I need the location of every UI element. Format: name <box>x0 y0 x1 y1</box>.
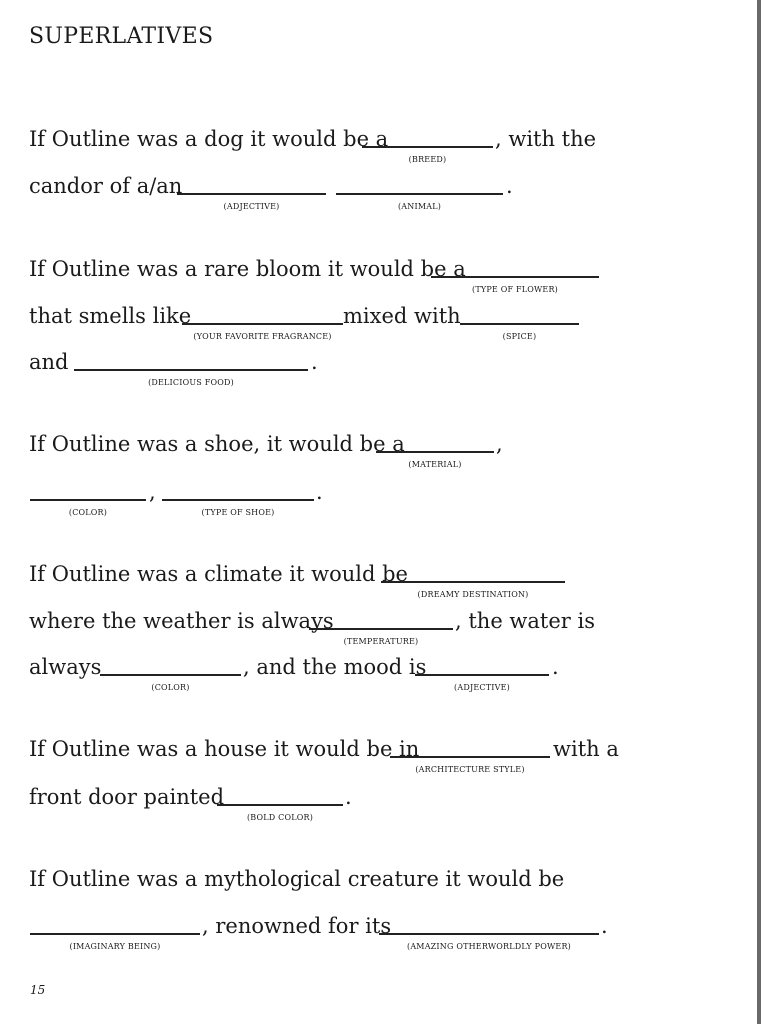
flower-label: (TYPE OF FLOWER) <box>472 285 558 294</box>
page-edge <box>757 0 761 1024</box>
power-blank[interactable] <box>379 933 599 951</box>
mood-label: (ADJECTIVE) <box>454 683 510 692</box>
creature-text-1: If Outline was a mythological creature it would be <box>29 867 565 891</box>
adjective-label: (ADJECTIVE) <box>223 202 280 211</box>
shoe-type-label: (TYPE OF SHOE) <box>201 508 275 517</box>
animal-label: (ANIMAL) <box>397 202 442 211</box>
creature-period: . <box>601 914 608 938</box>
breed-blank[interactable] <box>362 146 493 164</box>
bloom-text-2: that smells like <box>29 304 192 328</box>
page-title: SUPERLATIVES <box>29 24 214 49</box>
spice-label: (SPICE) <box>502 332 537 341</box>
climate-text-5: , and the mood is <box>243 655 427 679</box>
being-blank[interactable] <box>30 933 200 951</box>
house-text-1: If Outline was a house it would be in <box>29 737 420 761</box>
climate-text-3: , the water is <box>455 609 595 633</box>
bloom-text-4: and <box>29 350 69 374</box>
shoe-comma-1: , <box>496 432 503 456</box>
dog-text-3: candor of a/an <box>29 174 183 198</box>
fragrance-blank[interactable] <box>182 323 343 341</box>
dog-text-1: If Outline was a dog it would be a <box>29 127 389 151</box>
climate-color-blank[interactable] <box>100 674 241 692</box>
destination-blank[interactable] <box>381 581 565 599</box>
creature-text-2: , renowned for its <box>202 914 392 938</box>
door-color-blank[interactable] <box>217 804 343 822</box>
flower-blank[interactable] <box>431 276 599 294</box>
breed-label: (BREED) <box>408 155 447 164</box>
climate-text-1: If Outline was a climate it would be <box>29 562 408 586</box>
shoe-text-1: If Outline was a shoe, it would be a <box>29 432 405 456</box>
house-text-3: front door painted <box>29 785 225 809</box>
house-text-2: with a <box>553 737 619 761</box>
color-label: (COLOR) <box>68 508 108 517</box>
bloom-period: . <box>311 350 318 374</box>
climate-text-2: where the weather is always <box>29 609 334 633</box>
temperature-label: (TEMPERATURE) <box>343 637 419 646</box>
destination-label: (DREAMY DESTINATION) <box>417 590 529 599</box>
door-color-label: (BOLD COLOR) <box>246 813 314 822</box>
temperature-blank[interactable] <box>309 628 453 646</box>
material-blank[interactable] <box>376 451 494 469</box>
shoe-period: . <box>316 480 323 504</box>
being-label: (IMAGINARY BEING) <box>69 942 161 951</box>
spice-blank[interactable] <box>460 323 579 341</box>
dog-period: . <box>506 174 513 198</box>
house-period: . <box>345 785 352 809</box>
architecture-blank[interactable] <box>390 756 550 774</box>
food-label: (DELICIOUS FOOD) <box>148 378 234 387</box>
adjective-blank[interactable] <box>177 193 326 211</box>
climate-text-4: always <box>29 655 102 679</box>
fragrance-label: (YOUR FAVORITE FRAGRANCE) <box>193 332 332 341</box>
climate-period: . <box>552 655 559 679</box>
architecture-label: (ARCHITECTURE STYLE) <box>415 765 525 774</box>
color-blank[interactable] <box>30 499 146 517</box>
shoe-comma-2: , <box>149 480 156 504</box>
dog-text-2: , with the <box>495 127 597 151</box>
material-label: (MATERIAL) <box>408 460 462 469</box>
bloom-text-3: mixed with <box>343 304 461 328</box>
mood-blank[interactable] <box>415 674 549 692</box>
food-blank[interactable] <box>74 369 308 387</box>
page-number: 15 <box>30 983 46 997</box>
shoe-type-blank[interactable] <box>162 499 314 517</box>
bloom-text-1: If Outline was a rare bloom it would be a <box>29 257 466 281</box>
power-label: (AMAZING OTHERWORLDLY POWER) <box>407 942 571 951</box>
animal-blank[interactable] <box>336 193 503 211</box>
climate-color-label: (COLOR) <box>151 683 190 692</box>
